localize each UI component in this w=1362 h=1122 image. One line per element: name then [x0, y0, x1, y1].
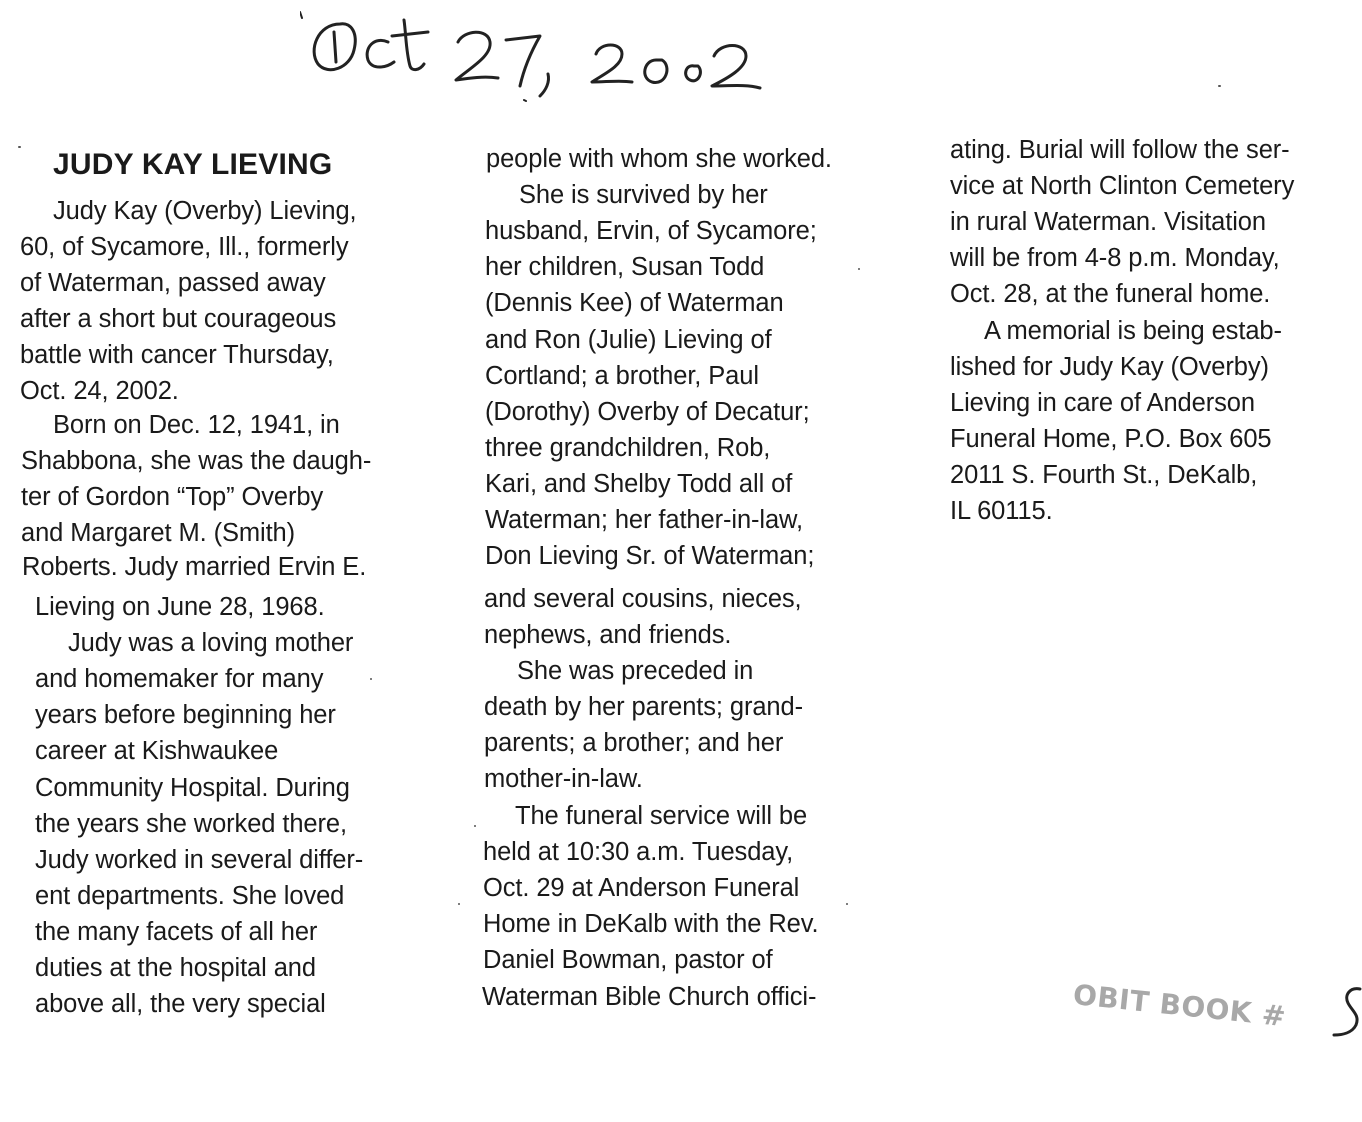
column1-line: the many facets of all her [35, 918, 318, 946]
scan-speck [1218, 85, 1221, 87]
column2-line: Kari, and Shelby Todd all of [485, 470, 793, 498]
column2-line: her children, Susan Todd [485, 253, 765, 281]
column2-line: Cortland; a brother, Paul [485, 362, 759, 390]
handwritten-date [300, 2, 780, 102]
column2-line: people with whom she worked. [486, 145, 832, 173]
column2-line: Daniel Bowman, pastor of [483, 946, 773, 974]
column2-line: and several cousins, nieces, [484, 585, 802, 613]
column2-line: Oct. 29 at Anderson Funeral [483, 874, 800, 902]
column1-line: ter of Gordon “Top” Overby [21, 483, 324, 511]
column3-line: will be from 4-8 p.m. Monday, [950, 244, 1280, 272]
column2-line: Waterman; her father-in-law, [485, 506, 803, 534]
column3-line: Lieving in care of Anderson [950, 389, 1255, 417]
column1-line: Judy was a loving mother [68, 629, 354, 657]
column2-line: Home in DeKalb with the Rev. [483, 910, 819, 938]
column1-line: Judy worked in several differ- [35, 846, 364, 874]
column2-line: parents; a brother; and her [484, 729, 784, 757]
column1-line: and homemaker for many [35, 665, 324, 693]
column1-line: duties at the hospital and [35, 954, 316, 982]
column1-line: Shabbona, she was the daugh- [21, 447, 372, 475]
column1-line: Community Hospital. During [35, 774, 350, 802]
column1-line: Roberts. Judy married Ervin E. [22, 553, 367, 581]
column2-line: The funeral service will be [515, 802, 808, 830]
column1-line: the years she worked there, [35, 810, 347, 838]
column2-line: death by her parents; grand- [484, 693, 803, 721]
column2-line: (Dennis Kee) of Waterman [485, 289, 784, 317]
column1-line: of Waterman, passed away [20, 269, 326, 297]
column1-line: ent departments. She loved [35, 882, 345, 910]
column3-line: Funeral Home, P.O. Box 605 [950, 425, 1272, 453]
column2-line: (Dorothy) Overby of Decatur; [485, 398, 810, 426]
obituary-headline: JUDY KAY LIEVING [53, 148, 333, 181]
column1-line: Judy Kay (Overby) Lieving, [53, 197, 357, 225]
column1-line: Oct. 24, 2002. [20, 377, 179, 405]
column1-line: Born on Dec. 12, 1941, in [53, 411, 340, 439]
column3-line: Oct. 28, at the funeral home. [950, 280, 1271, 308]
column2-line: and Ron (Julie) Lieving of [485, 326, 772, 354]
column3-line: IL 60115. [950, 497, 1053, 525]
scan-speck [370, 678, 372, 680]
obit-book-stamp: OBIT BOOK # [1071, 978, 1288, 1034]
column2-line: held at 10:30 a.m. Tuesday, [483, 838, 794, 866]
column1-line: career at Kishwaukee [35, 737, 279, 765]
column2-line: nephews, and friends. [484, 621, 732, 649]
scan-speck [858, 268, 860, 270]
column3-line: A memorial is being estab- [984, 317, 1282, 345]
scan-speck [458, 903, 460, 905]
stamp-handwritten-mark [1330, 985, 1362, 1040]
column1-line: years before beginning her [35, 701, 336, 729]
scan-speck [18, 146, 21, 148]
scan-speck [474, 825, 476, 827]
column1-line: battle with cancer Thursday, [20, 341, 334, 369]
column1-line: above all, the very special [35, 990, 326, 1018]
column2-line: Waterman Bible Church offici- [482, 983, 817, 1011]
column1-line: Lieving on June 28, 1968. [35, 593, 325, 621]
column1-line: after a short but courageous [20, 305, 337, 333]
column3-line: in rural Waterman. Visitation [950, 208, 1266, 236]
column2-line: three grandchildren, Rob, [485, 434, 771, 462]
column2-line: She was preceded in [517, 657, 754, 685]
column2-line: husband, Ervin, of Sycamore; [485, 217, 817, 245]
column3-line: lished for Judy Kay (Overby) [950, 353, 1269, 381]
column3-line: 2011 S. Fourth St., DeKalb, [950, 461, 1258, 489]
column2-line: mother-in-law. [484, 765, 643, 793]
column3-line: ating. Burial will follow the ser- [950, 136, 1290, 164]
column2-line: She is survived by her [519, 181, 768, 209]
column2-line: Don Lieving Sr. of Waterman; [485, 542, 815, 570]
column3-line: vice at North Clinton Cemetery [950, 172, 1295, 200]
column1-line: 60, of Sycamore, Ill., formerly [20, 233, 349, 261]
scan-speck [846, 903, 848, 905]
column1-line: and Margaret M. (Smith) [21, 519, 296, 547]
